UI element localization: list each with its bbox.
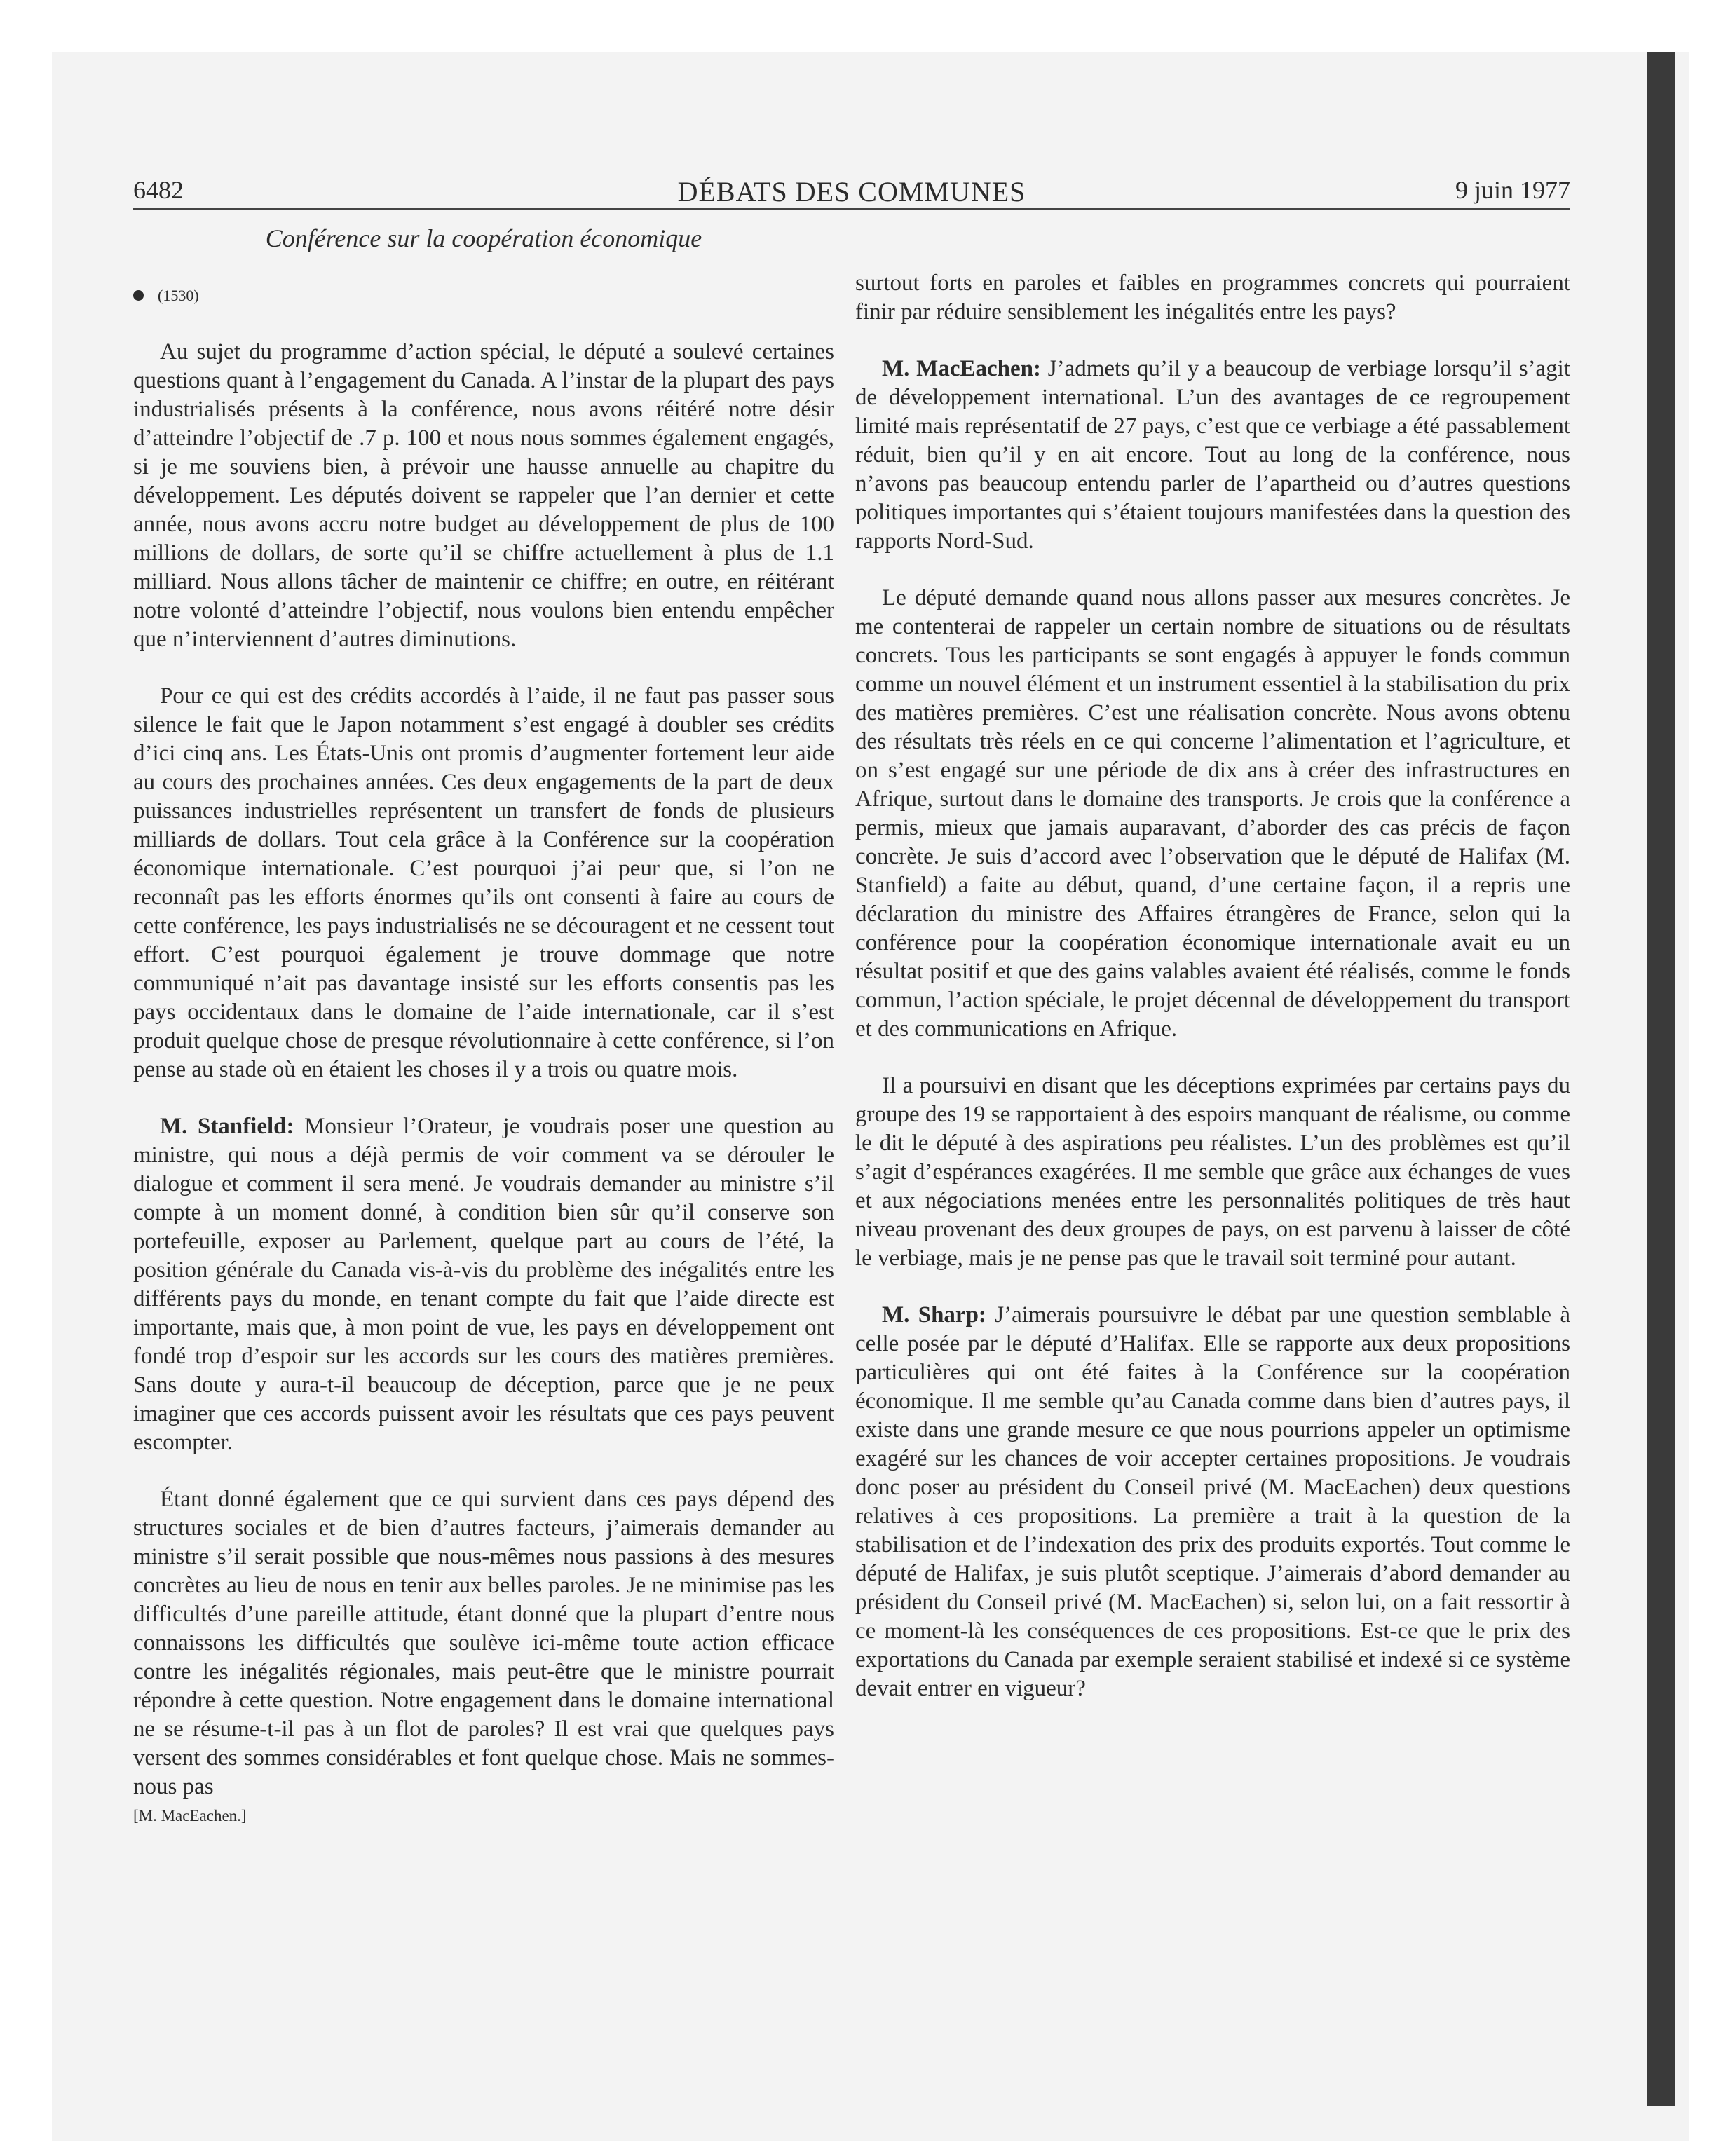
speech-paragraph: [133, 1112, 834, 1457]
paragraph: Étant donné également que ce qui survient dans ces pays dépend des structures sociales et de bien d’autres facteurs, j’aimerais demander au ministre s’il serait possible que nous-mêmes nous passions à des mesures concrètes au lieu de nous en tenir aux belles paroles. Je ne minimise pas les difficultés d’une pareille attitude, étant donné que la plupart d’entre nous connaissons les difficultés que soulève ici-même toute action efficace contre les inégalités régionales, mais peut-être que le ministre pourrait répondre à cette question. Notre engagement dans le domaine international ne se résume-t-il pas à un flot de paroles? Il est vrai que quelques pays versent des sommes considérables et font quelque chose. Mais ne sommes-nous pas: [133, 1487, 834, 1799]
left-column: [133, 224, 834, 1858]
speech-text: Monsieur l’Orateur, je voudrais poser une question au ministre, qui nous a déjà permis de voir comment va se dérouler le dialogue et comment il sera mené. Je voudrais demander au ministre s’il compte à un moment donné, à condition bien sûr qu’il conserve son portefeuille, exposer au Parlement, quelque part au cours de l’été, la position générale du Canada vis-à-vis du problème des inégalités entre les différents pays du monde, en tenant compte du fait que l’aide directe est importante, mais que, à mon point de vue, les pays en développement ont fondé trop d’espoir sur les accords sur les cours des matières premières. Sans doute y aura-t-il beaucoup de déception, parce que je ne peux imaginer que ces accords puissent avoir les résultats que ces pays peuvent escompter.: [133, 1114, 834, 1455]
speaker-name: M. Sharp:: [882, 1302, 986, 1328]
paragraph: Au sujet du programme d’action spécial, le député a soulevé certaines questions quant à l’engagement du Canada. A l’instar de la plupart des pays industrialisés présents à la conférence, nous avons réitéré notre désir d’atteindre l’objectif de .7 p. 100 et nous nous sommes également engagés, si je me souviens bien, à prévoir une hausse annuelle au chapitre du développement. Les députés doivent se rappeler que l’an dernier et cette année, nous avons accru notre budget au développement de plus de 100 millions de dollars, de sorte qu’il se chiffre actuellement à plus de 1.1 milliard. Nous allons tâcher de maintenir ce chiffre; en outre, en réitérant notre volonté d’atteindre l’objectif, nous voulons bien entendu empêcher que n’interviennent d’autres diminutions.: [133, 339, 834, 652]
time-stamp: [133, 281, 834, 310]
speaker-name: M. MacEachen:: [882, 356, 1041, 381]
page-number: 6482: [133, 176, 184, 204]
bullet-icon: [133, 290, 144, 301]
paragraph: surtout forts en paroles et faibles en programmes concrets qui pourraient finir par réduire sensiblement les inégalités entre les pays?: [855, 271, 1570, 325]
speech-paragraph: [855, 355, 1570, 556]
header-rule: [133, 208, 1570, 210]
paragraph: Il a poursuivi en disant que les déceptions exprimées par certains pays du groupe des 19 se rapportaient à des espoirs manquant de réalisme, ou comme le dit le député à des aspirations peu réalistes. L’un des problèmes est qu’il s’agit d’espérances exagérées. Il me semble que grâce aux échanges de vues et aux négociations menées entre les personnalités politiques de très haut niveau provenant des deux groupes de pays, on est parvenu à laisser de côté le verbiage, mais je ne pense pas que le travail soit terminé pour autant.: [855, 1073, 1570, 1271]
speech-paragraph: [855, 1301, 1570, 1703]
page-header: [133, 175, 1570, 210]
publication-date: 9 juin 1977: [1455, 176, 1570, 204]
right-column: [855, 269, 1570, 1731]
time-stamp-text: (1530): [158, 287, 199, 304]
scan-edge-bar: [1647, 52, 1675, 2106]
publication-title: DÉBATS DES COMMUNES: [677, 176, 1026, 207]
speaker-name: M. Stanfield:: [160, 1114, 294, 1139]
paragraph: Le député demande quand nous allons passer aux mesures concrètes. Je me contenterai de rappeler un certain nombre de situations ou de résultats concrets. Tous les participants se sont engagés à appuyer le fonds commun comme un nouvel élément et un instrument essentiel à la stabilisation du prix des matières premières. C’est une réalisation concrète. Nous avons obtenu des résultats très réels en ce qui concerne l’alimentation et l’agriculture, et on s’est engagé sur une période de dix ans à créer des infrastructures en Afrique, surtout dans le domaine des transports. Je crois que la conférence a permis, mieux que jamais auparavant, d’aborder des cas précis de façon concrète. Je suis d’accord avec l’observation que le député de Halifax (M. Stanfield) a faite au début, quand, d’une certaine façon, il a repris une déclaration du ministre des Affaires étrangères de France, selon qui la conférence pour la coopération économique internationale avait eu un résultat positif et que des gains valables avaient été réalisés, comme le fonds commun, l’action spéciale, le projet décennal de développement du transport et des communications en Afrique.: [855, 585, 1570, 1042]
paragraph: Pour ce qui est des crédits accordés à l’aide, il ne faut pas passer sous silence le fait que le Japon notamment s’est engagé à doubler ses crédits d’ici cinq ans. Les États-Unis ont promis d’augmenter fortement leur aide au cours des prochaines années. Ces deux engagements de la part de deux puissances industrielles représentent un transfert de fonds de plusieurs milliards de dollars. Tout cela grâce à la Conférence sur la coopération économique internationale. C’est pourquoi j’ai peur que, si l’on ne reconnaît pas les efforts énormes qu’ils ont consenti à faire au cours de cette conférence, les pays industrialisés ne se découragent et ne cessent tout effort. C’est pourquoi également je trouve dommage que notre communiqué n’ait pas davantage insisté sur les efforts consentis pas les pays occidentaux dans le domaine de l’aide internationale, car il s’est produit quelque chose de presque révolutionnaire à cette conférence, si l’on pense au stade où en étaient les choses il y a trois ou quatre mois.: [133, 683, 834, 1082]
speech-text: J’aimerais poursuivre le débat par une question semblable à celle posée par le député d’Halifax. Elle se rapporte aux deux propositions particulières qui ont été faites à la Conférence sur la coopération économique. Il me semble qu’au Canada comme dans bien d’autres pays, il existe dans une grande mesure ce que nous pourrions appeler un optimisme exagéré sur les chances de voir accepter certaines propositions. Je voudrais donc poser au président du Conseil privé (M. MacEachen) deux questions relatives à ces propositions. La première a trait à la question de la stabilisation et de l’indexation des prix des produits exportés. Tout comme le député de Halifax, je suis plutôt sceptique. J’aimerais d’abord demander au président du Conseil privé (M. MacEachen) si, selon lui, on a fait ressortir à ce moment-là les conséquences de ces propositions. Est-ce que le prix des exportations du Canada par exemple seraient stabilisé et indexé si ce système devait entrer en vigueur?: [855, 1302, 1571, 1701]
section-title: Conférence sur la coopération économique: [265, 224, 702, 252]
speaker-footnote: [M. MacEachen.]: [133, 1807, 247, 1824]
speech-text: J’admets qu’il y a beaucoup de verbiage lorsqu’il s’agit de développement international. L’un des avantages de ce regroupement limité mais représentatif de 27 pays, c’est que ce verbiage a été passablement réduit, bien qu’il y en ait encore. Tout au long de la conférence, nous n’avons pas beaucoup entendu parler de l’apartheid ou d’autres questions politiques importantes qui s’étaient toujours manifestées dans la question des rapports Nord-Sud.: [855, 356, 1571, 554]
